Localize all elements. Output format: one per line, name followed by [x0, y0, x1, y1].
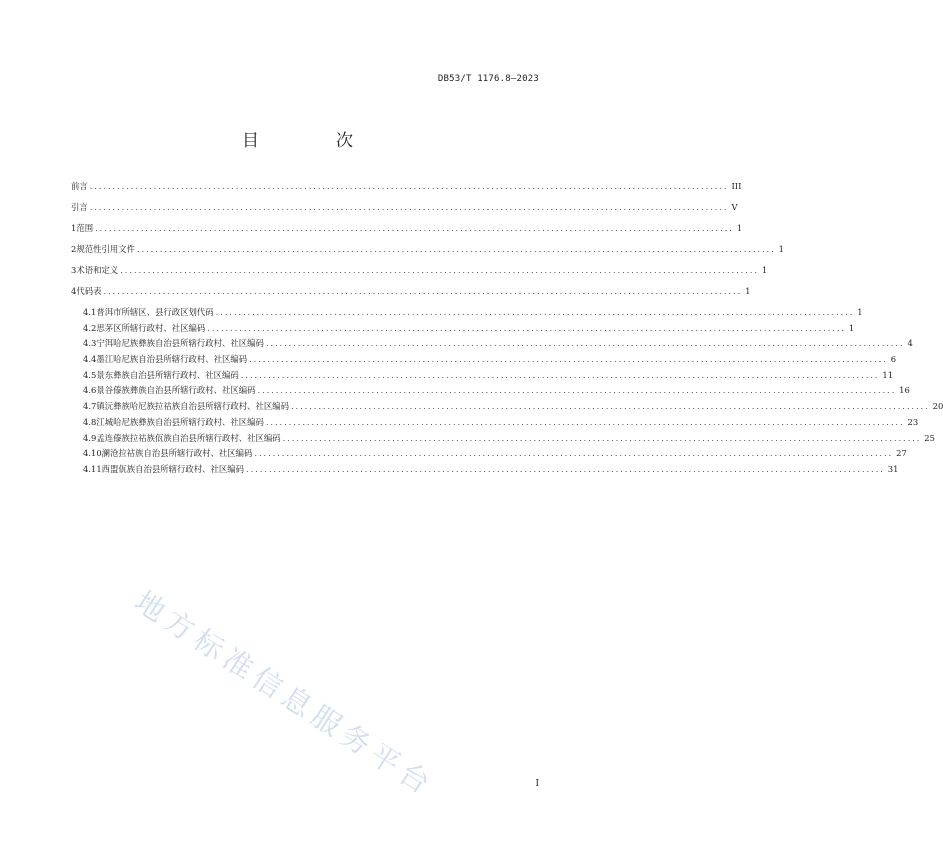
toc-dot-leader: ............................................................................................................................................	[95, 223, 734, 233]
toc-dot-leader: ............................................................................................................................................	[120, 265, 759, 275]
toc-entry-label: 墨江哈尼族自治县所辖行政村、社区编码	[96, 354, 248, 365]
toc-entry-page: 4	[907, 338, 913, 349]
toc-entry[interactable]	[71, 416, 919, 432]
toc-entry-label: 孟连傣族拉祜族佤族自治县所辖行政村、社区编码	[96, 432, 281, 443]
table-of-contents	[71, 180, 943, 479]
toc-entry-page: 31	[887, 463, 899, 474]
toc-dot-leader: ............................................................................................................................................	[282, 432, 922, 443]
toc-entry-page: 23	[907, 416, 919, 427]
toc-entry-number: 4.1	[83, 307, 97, 317]
toc-entry-page: 20	[932, 401, 943, 412]
toc-entry[interactable]	[71, 285, 751, 306]
toc-entry-label: 术语和定义	[76, 265, 119, 275]
toc-entry-number: 4.10	[83, 448, 102, 459]
toc-entry-label: 规范性引用文件	[76, 244, 135, 254]
page-number: I	[535, 779, 539, 789]
toc-entry-number: 1	[71, 223, 77, 233]
toc-entry[interactable]	[71, 201, 738, 222]
toc-entry[interactable]	[71, 384, 910, 400]
toc-entry-page: 1	[736, 223, 743, 233]
toc-entry-page: 1	[778, 244, 785, 254]
toc-entry-number: 3	[71, 265, 77, 275]
toc-entry-page: 1	[745, 286, 751, 296]
toc-entry-number: 4.11	[83, 463, 102, 474]
toc-entry-number: 4.6	[83, 385, 97, 396]
toc-entry-label: 江城哈尼族彝族自治县所辖行政村、社区编码	[96, 416, 264, 427]
toc-entry-page: V	[731, 202, 738, 212]
toc-entry[interactable]	[71, 463, 899, 479]
toc-dot-leader: ............................................................................................................................................	[89, 202, 729, 212]
toc-entry[interactable]	[71, 447, 907, 463]
toc-entry-label: 引言	[71, 202, 88, 212]
toc-entry[interactable]	[71, 322, 855, 338]
toc-entry-page: 1	[848, 322, 855, 333]
toc-entry-number: 4.7	[83, 401, 97, 412]
toc-entry-page: 6	[890, 354, 897, 365]
toc-entry-label: 镇沅彝族哈尼族拉祜族自治县所辖行政村、社区编码	[96, 401, 289, 412]
toc-dot-leader: ............................................................................................................................................	[136, 244, 776, 254]
toc-entry-number: 4.2	[83, 322, 97, 333]
toc-entry-label: 景东彝族自治县所辖行政村、社区编码	[96, 369, 239, 380]
toc-entry-page: 11	[882, 369, 894, 380]
toc-entry-label: 澜沧拉祜族自治县所辖行政村、社区编码	[101, 448, 253, 459]
toc-entry-label: 范围	[76, 223, 94, 233]
toc-entry-label: 西盟佤族自治县所辖行政村、社区编码	[101, 463, 245, 474]
toc-entry-number: 4.3	[83, 338, 97, 349]
toc-entry-label: 思茅区所辖行政村、社区编码	[96, 322, 206, 333]
toc-dot-leader: ............................................................................................................................................	[265, 338, 905, 349]
toc-entry[interactable]	[71, 369, 894, 385]
toc-entry-page: 1	[761, 265, 768, 275]
toc-entry[interactable]	[71, 432, 935, 448]
toc-entry-label: 前言	[71, 181, 88, 191]
page-title: 目 次	[242, 131, 383, 151]
toc-entry[interactable]	[71, 264, 768, 285]
toc-dot-leader: ............................................................................................................................................	[265, 416, 905, 427]
toc-dot-leader: ............................................................................................................................................	[240, 369, 880, 380]
watermark: 地方标准信息服务平台	[128, 584, 441, 804]
toc-entry-page: III	[731, 181, 742, 191]
toc-dot-leader: ............................................................................................................................................	[207, 322, 846, 333]
toc-dot-leader: ............................................................................................................................................	[215, 307, 855, 317]
toc-dot-leader: ............................................................................................................................................	[103, 286, 743, 296]
toc-entry-label: 普洱市所辖区、县行政区划代码	[96, 307, 214, 317]
toc-entry[interactable]	[71, 337, 913, 353]
toc-entry[interactable]	[71, 243, 785, 264]
toc-dot-leader: ............................................................................................................................................	[249, 354, 888, 365]
toc-entry[interactable]	[71, 222, 743, 243]
toc-entry-page: 25	[924, 432, 935, 443]
toc-entry-page: 16	[899, 385, 910, 396]
toc-dot-leader: ............................................................................................................................................	[290, 401, 930, 412]
toc-entry-page: 1	[857, 307, 863, 317]
toc-entry[interactable]	[71, 400, 943, 416]
toc-entry[interactable]	[71, 353, 897, 369]
document-code: DB53/T 1176.8—2023	[437, 74, 539, 84]
toc-entry-number: 4.9	[83, 432, 97, 443]
toc-entry-label: 景谷傣族彝族自治县所辖行政村、社区编码	[96, 385, 256, 396]
toc-entry[interactable]	[71, 306, 863, 322]
toc-entry[interactable]	[71, 180, 742, 201]
toc-entry-label: 代码表	[76, 286, 102, 296]
toc-dot-leader: ............................................................................................................................................	[257, 385, 897, 396]
toc-entry-label: 宁洱哈尼族彝族自治县所辖行政村、社区编码	[96, 338, 264, 349]
toc-entry-number: 4.4	[83, 354, 97, 365]
toc-dot-leader: ............................................................................................................................................	[254, 448, 894, 459]
toc-entry-number: 2	[71, 244, 77, 254]
toc-dot-leader: ............................................................................................................................................	[89, 181, 729, 191]
toc-entry-number: 4.8	[83, 416, 97, 427]
toc-entry-number: 4	[71, 286, 77, 296]
toc-dot-leader: ............................................................................................................................................	[246, 463, 885, 474]
toc-entry-number: 4.5	[83, 369, 97, 380]
toc-entry-page: 27	[896, 448, 907, 459]
